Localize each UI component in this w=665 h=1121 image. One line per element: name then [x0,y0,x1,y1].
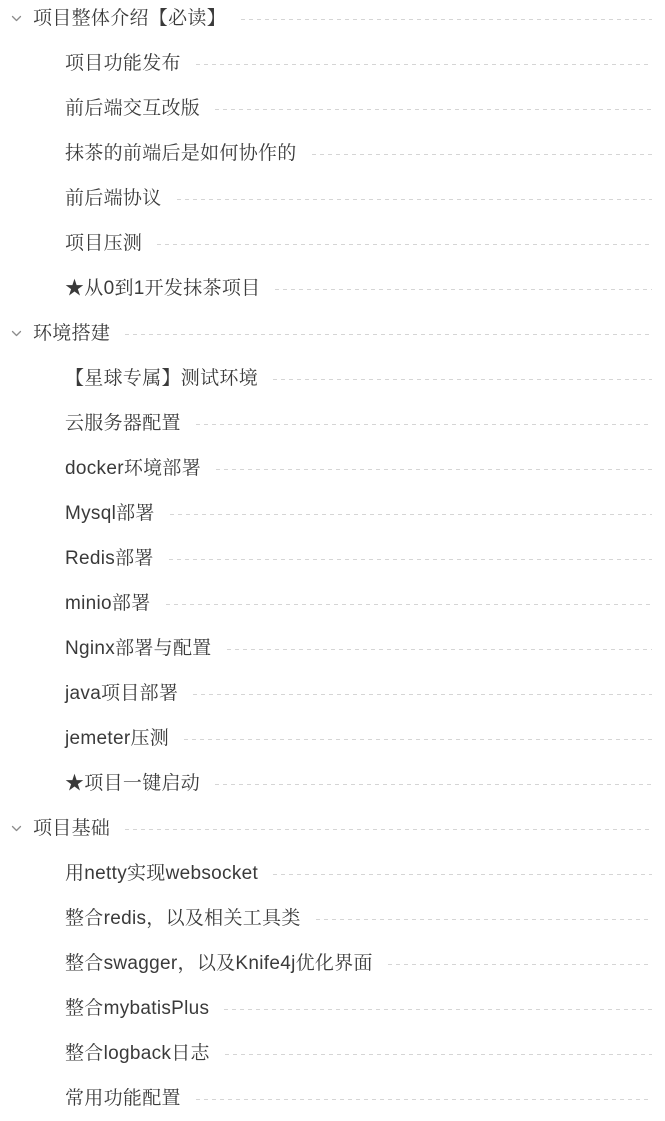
tree-item-row[interactable] [0,221,665,266]
tree-item-row[interactable] [0,851,665,896]
dashed-leader-line [125,334,652,335]
tree-item-row[interactable] [0,986,665,1031]
dashed-leader-line [215,109,652,110]
item-label[interactable]: 整合swagger，以及Knife4j优化界面 [65,953,373,974]
dashed-leader-line [184,739,652,740]
item-label[interactable]: Mysql部署 [65,503,155,524]
chevron-down-icon[interactable] [10,822,23,835]
tree-item-row[interactable] [0,581,665,626]
tree-item-row[interactable] [0,941,665,986]
tree-item-row[interactable] [0,626,665,671]
dashed-leader-line [177,199,652,200]
tree-section-row[interactable] [0,311,665,356]
dashed-leader-line [170,514,652,515]
item-label[interactable]: minio部署 [65,593,151,614]
dashed-leader-line [216,469,652,470]
dashed-leader-line [316,919,652,920]
item-label[interactable]: ★从0到1开发抹茶项目 [65,278,261,299]
dashed-leader-line [125,829,652,830]
dashed-leader-line [157,244,652,245]
chevron-down-icon[interactable] [10,12,23,25]
item-label[interactable]: 整合redis，以及相关工具类 [65,908,301,929]
tree-item-row[interactable] [0,131,665,176]
tree-item-row[interactable] [0,1031,665,1076]
dashed-leader-line [224,1009,652,1010]
tree-section-row[interactable] [0,806,665,851]
dashed-leader-line [215,784,652,785]
item-label[interactable]: 云服务器配置 [65,413,181,434]
tree-item-row[interactable] [0,401,665,446]
dashed-leader-line [196,1099,652,1100]
dashed-leader-line [273,379,652,380]
tree-item-row[interactable] [0,896,665,941]
item-label[interactable]: Nginx部署与配置 [65,638,212,659]
section-label[interactable]: 环境搭建 [33,323,111,344]
item-label[interactable]: Redis部署 [65,548,154,569]
section-label[interactable]: 项目基础 [33,818,111,839]
item-label[interactable]: jemeter压测 [65,728,170,749]
item-label[interactable]: 前后端协议 [65,188,162,209]
dashed-leader-line [169,559,652,560]
dashed-leader-line [225,1054,652,1055]
dashed-leader-line [241,19,652,20]
tree-item-row[interactable] [0,176,665,221]
item-label[interactable]: 前后端交互改版 [65,98,201,119]
dashed-leader-line [312,154,652,155]
item-label[interactable]: 整合mybatisPlus [65,998,210,1019]
dashed-leader-line [193,694,652,695]
dashed-leader-line [196,64,652,65]
item-label[interactable]: 【星球专属】测试环境 [65,368,259,389]
item-label[interactable]: 用netty实现websocket [65,863,259,884]
tree-item-row[interactable] [0,356,665,401]
tree-item-row[interactable] [0,266,665,311]
dashed-leader-line [388,964,652,965]
item-label[interactable]: ★项目一键启动 [65,773,201,794]
tree-item-row[interactable] [0,761,665,806]
tree-item-row[interactable] [0,491,665,536]
item-label[interactable]: 抹茶的前端后是如何协作的 [65,143,297,164]
dashed-leader-line [166,604,652,605]
tree-section-row[interactable] [0,0,665,41]
chevron-down-icon[interactable] [10,327,23,340]
tree-item-row[interactable] [0,671,665,716]
dashed-leader-line [275,289,652,290]
tree-item-row[interactable] [0,446,665,491]
tree-item-row[interactable] [0,41,665,86]
section-label[interactable]: 项目整体介绍【必读】 [33,8,227,29]
item-label[interactable]: 整合logback日志 [65,1043,210,1064]
tree-item-row[interactable] [0,536,665,581]
item-label[interactable]: 项目功能发布 [65,53,181,74]
tree-item-row[interactable] [0,1076,665,1121]
item-label[interactable]: java项目部署 [65,683,179,704]
dashed-leader-line [227,649,652,650]
item-label[interactable]: 常用功能配置 [65,1088,181,1109]
dashed-leader-line [196,424,652,425]
dashed-leader-line [273,874,652,875]
tree-item-row[interactable] [0,86,665,131]
item-label[interactable]: docker环境部署 [65,458,202,479]
tree-item-row[interactable] [0,716,665,761]
item-label[interactable]: 项目压测 [65,233,143,254]
